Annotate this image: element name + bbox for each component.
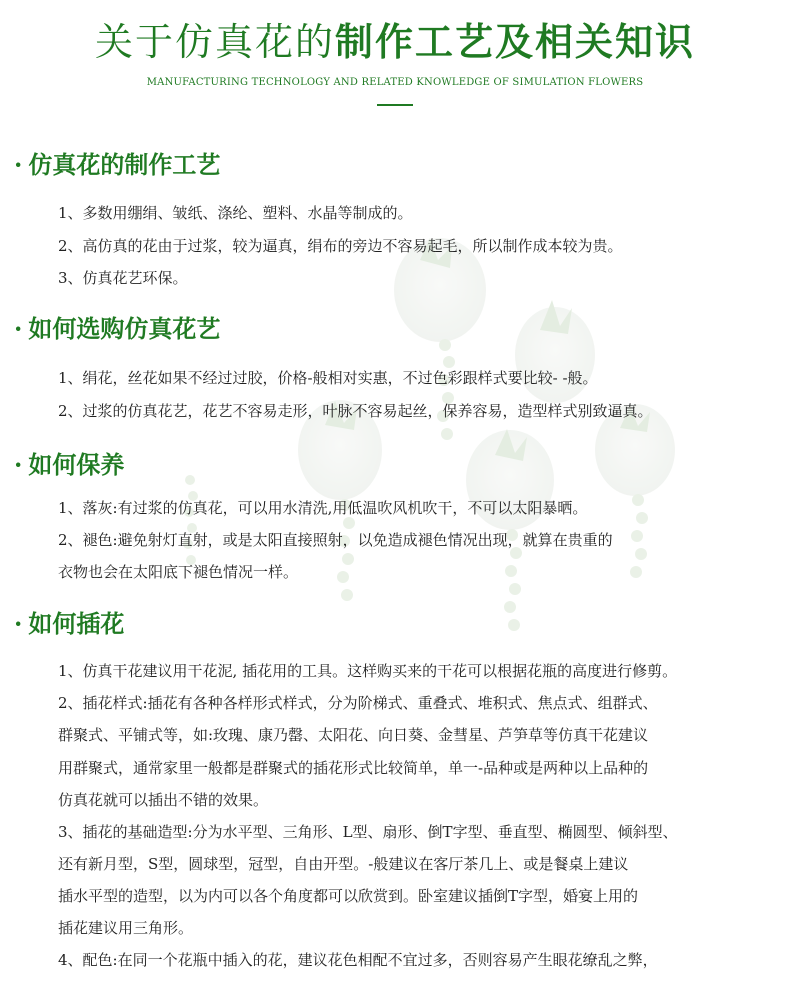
page-title: [0, 14, 790, 70]
paragraph-line: 用群聚式，通常家里一般都是群聚式的插花形式比较简单，单一-品种或是两种以上品种的: [58, 759, 649, 777]
page-subtitle: MANUFACTURING TECHNOLOGY AND RELATED KNOWLEDGE OF SIMULATION FLOWERS: [146, 77, 644, 88]
page-title-part2: 制作工艺及相关知识: [335, 19, 696, 64]
paragraph-line: 插水平型的造型，以为内可以各个角度都可以欣赏到。卧室建议插倒T字型，婚宴上用的: [58, 887, 639, 905]
paragraph-line: 2、插花样式:插花有各种各样形式样式，分为阶梯式、重叠式、堆积式、焦点式、组群式、: [58, 694, 658, 712]
paragraph-line: 2、高仿真的花由于过浆，较为逼真，绢布的旁边不容易起毛，所以制作成本较为贵。: [58, 237, 623, 255]
paragraph-line: 衣物也会在太阳底下褪色情况一样。: [58, 563, 299, 581]
paragraph-line: 1、落灰:有过浆的仿真花，可以用水清洗,用低温吹风机吹干，不可以太阳暴晒。: [58, 499, 588, 517]
paragraph-line: 3、插花的基础造型:分为水平型、三角形、L型、扇形、倒T字型、垂直型、椭圆型、倾斜型、: [58, 823, 678, 841]
paragraph-line: 1、绢花，丝花如果不经过过胶，价格-般相对实惠，不过色彩跟样式要比较- -般。: [58, 369, 598, 387]
bullet-dot: ·: [14, 150, 23, 179]
paragraph-line: 仿真花就可以插出不错的效果。: [58, 791, 269, 809]
section-heading: [14, 314, 220, 344]
paragraph-line: 插花建议用三角形。: [58, 919, 194, 937]
paragraph-line: 1、多数用绷绢、皱纸、涤纶、塑料、水晶等制成的。: [58, 204, 413, 222]
section-heading-text: 如何选购仿真花艺: [28, 314, 221, 343]
paragraph-line: 4、配色:在同一个花瓶中插入的花，建议花色相配不宜过多，否则容易产生眼花缭乱之弊，: [58, 951, 658, 969]
title-divider: [377, 104, 413, 106]
section-heading-text: 如何保养: [28, 450, 125, 479]
section-heading-text: 如何插花: [28, 609, 125, 638]
paragraph-line: 群聚式、平铺式等，如:玫瑰、康乃罄、太阳花、向日葵、金彗星、芦笋草等仿真干花建议: [58, 726, 649, 744]
section-heading: [14, 450, 124, 480]
paragraph-line: 2、过浆的仿真花艺，花艺不容易走形，叶脉不容易起丝，保养容易，造型样式别致逼真。: [58, 402, 653, 420]
paragraph-line: 2、褪色:避免射灯直射，或是太阳直接照射，以免造成褪色情况出现，就算在贵重的: [58, 531, 613, 549]
section-heading-text: 仿真花的制作工艺: [28, 150, 221, 179]
bullet-dot: ·: [14, 314, 23, 343]
paragraph-line: 3、仿真花艺环保。: [58, 269, 188, 287]
section-heading: [14, 609, 124, 639]
bullet-dot: ·: [14, 609, 23, 638]
page-title-part1: 关于仿真花的: [94, 20, 335, 64]
paragraph-line: 还有新月型，S型，圆球型，冠型，自由开型。-般建议在客厅茶几上、或是餐桌上建议: [58, 855, 629, 873]
section-heading: [14, 150, 220, 180]
paragraph-line: 1、仿真干花建议用干花泥, 插花用的工具。这样购买来的干花可以根据花瓶的高度进行修剪。: [58, 662, 678, 680]
bullet-dot: ·: [14, 450, 23, 479]
